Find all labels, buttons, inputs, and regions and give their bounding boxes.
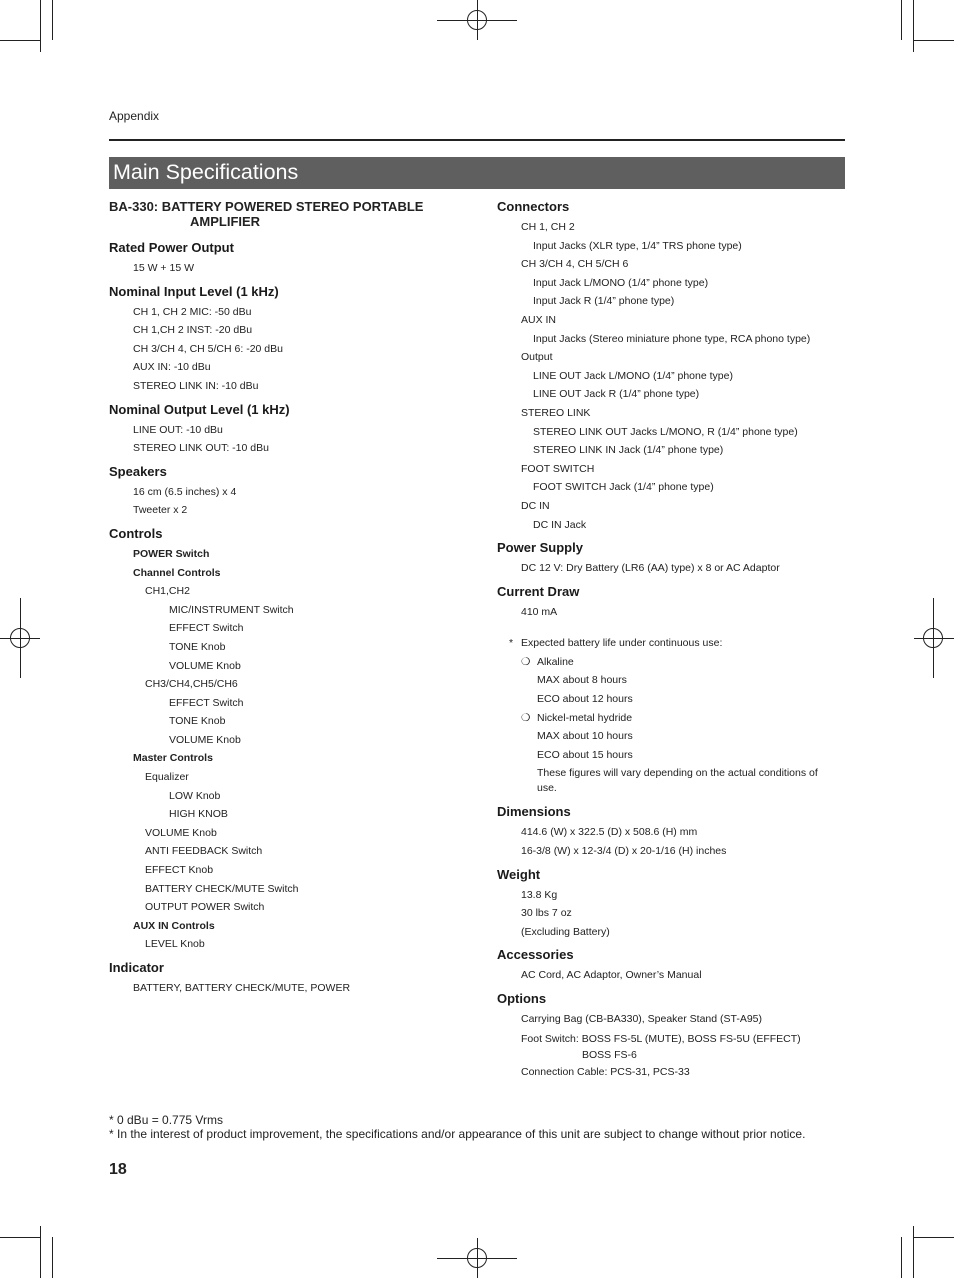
battery-life: ECO about 12 hours xyxy=(537,693,633,706)
spec-value: 16-3/8 (W) x 12-3/4 (D) x 20-1/16 (H) inches xyxy=(521,845,727,858)
spec-value: STEREO LINK OUT: -10 dBu xyxy=(133,442,269,455)
connector-group: CH 1, CH 2 xyxy=(521,221,575,233)
connector-item: LINE OUT Jack L/MONO (1/4” phone type) xyxy=(533,369,733,382)
spec-heading: Nominal Input Level (1 kHz) xyxy=(109,283,279,299)
spec-speakers xyxy=(109,464,469,520)
spec-heading: Dimensions xyxy=(497,804,571,820)
connector-group: CH 3/CH 4, CH 5/CH 6 xyxy=(521,258,629,271)
spec-heading: Rated Power Output xyxy=(109,240,234,255)
spec-heading: Weight xyxy=(497,866,541,882)
spec-heading: Power Supply xyxy=(497,540,583,556)
spec-rated-power xyxy=(109,240,469,278)
spec-value: Foot Switch: BOSS FS-5L (MUTE), BOSS FS-5U (EFFECT) xyxy=(521,1032,801,1045)
connector-group: AUX IN xyxy=(521,313,557,326)
battery-life: ECO about 15 hours xyxy=(537,748,633,761)
connector-group: Output xyxy=(521,351,553,364)
control-item: LOW Knob xyxy=(169,789,221,802)
left-column xyxy=(109,199,469,998)
control-item: EFFECT Switch xyxy=(169,622,244,635)
bullet-icon: ❍ xyxy=(521,655,531,668)
note-asterisk: * xyxy=(509,637,514,650)
spec-value: CH 1,CH 2 INST: -20 dBu xyxy=(133,324,253,337)
control-subgroup-label: CH3/CH4,CH5/CH6 xyxy=(145,678,238,691)
spec-dimensions xyxy=(497,804,845,860)
connector-item: STEREO LINK OUT Jacks L/MONO, R (1/4” phone type) xyxy=(533,425,798,438)
spec-weight xyxy=(497,867,845,942)
control-item: TONE Knob xyxy=(169,715,226,728)
section-header: Appendix xyxy=(109,109,160,123)
battery-note-vary: These figures will vary depending on the actual conditions of use. xyxy=(537,766,818,795)
spec-value: (Excluding Battery) xyxy=(521,925,610,938)
control-item: BATTERY CHECK/MUTE Switch xyxy=(145,882,299,895)
bullet-icon: ❍ xyxy=(521,711,531,724)
spec-value: BATTERY, BATTERY CHECK/MUTE, POWER xyxy=(133,982,351,994)
connector-item: STEREO LINK IN Jack (1/4” phone type) xyxy=(533,444,724,457)
spec-heading: Indicator xyxy=(109,960,164,975)
model-title: BA-330: BATTERY POWERED STEREO PORTABLE AMPLIFIER xyxy=(109,199,424,229)
control-item: EFFECT Switch xyxy=(169,696,244,709)
spec-value: DC 12 V: Dry Battery (LR6 (AA) type) x 8 or AC Adaptor xyxy=(521,562,780,575)
control-subgroup-label: CH1,CH2 xyxy=(145,585,190,598)
spec-output-level xyxy=(109,402,469,458)
spec-value: AUX IN: -10 dBu xyxy=(133,361,211,374)
spec-connectors xyxy=(497,199,845,534)
right-column xyxy=(497,199,845,1081)
spec-value: Carrying Bag (CB-BA330), Speaker Stand (ST-A95) xyxy=(521,1013,763,1025)
spec-value: AC Cord, AC Adaptor, Owner’s Manual xyxy=(521,969,702,982)
connector-item: LINE OUT Jack R (1/4” phone type) xyxy=(533,388,700,401)
spec-value: 414.6 (W) x 322.5 (D) x 508.6 (H) mm xyxy=(521,826,698,839)
control-group-label: AUX IN Controls xyxy=(133,919,215,932)
connector-item: DC IN Jack xyxy=(533,518,587,531)
battery-note: * Expected battery life under continuous use: xyxy=(497,634,845,653)
spec-input-level xyxy=(109,284,469,396)
control-item: OUTPUT POWER Switch xyxy=(145,901,265,914)
control-item: MIC/INSTRUMENT Switch xyxy=(169,603,294,616)
control-item: LEVEL Knob xyxy=(145,938,205,951)
connector-group: DC IN xyxy=(521,499,550,512)
footnote-disclaimer: * In the interest of product improvement, the specifications and/or appearance of this unit are subject to change without prior notice. xyxy=(109,1127,806,1141)
spec-heading: Accessories xyxy=(497,947,574,963)
control-item: EFFECT Knob xyxy=(145,864,214,877)
spec-current-draw xyxy=(497,584,845,799)
spec-value: 410 mA xyxy=(521,605,558,618)
spec-heading: Controls xyxy=(109,525,163,541)
spec-value: STEREO LINK IN: -10 dBu xyxy=(133,379,259,392)
spec-heading: Connectors xyxy=(497,199,570,214)
control-group-label: Master Controls xyxy=(133,752,213,765)
battery-type-alkaline: ❍ Alkaline xyxy=(497,653,845,672)
spec-options xyxy=(497,991,845,1081)
connector-item: FOOT SWITCH Jack (1/4” phone type) xyxy=(533,481,714,494)
connector-item: Input Jack L/MONO (1/4” phone type) xyxy=(533,276,709,289)
spec-value: CH 3/CH 4, CH 5/CH 6: -20 dBu xyxy=(133,342,283,355)
page-title: Main Specifications xyxy=(113,160,299,184)
page-number: 18 xyxy=(109,1161,127,1178)
connector-group: FOOT SWITCH xyxy=(521,462,595,475)
spec-heading: Options xyxy=(497,991,547,1006)
control-item: VOLUME Knob xyxy=(169,733,241,746)
spec-value: 30 lbs 7 oz xyxy=(521,907,572,920)
control-item: HIGH KNOB xyxy=(169,808,228,821)
title-banner xyxy=(109,157,845,189)
spec-controls xyxy=(109,526,469,954)
spec-value: BOSS FS-6 xyxy=(582,1048,637,1061)
connector-item: Input Jack R (1/4” phone type) xyxy=(533,295,675,308)
control-group-label: Channel Controls xyxy=(133,566,221,579)
spec-value: Connection Cable: PCS-31, PCS-33 xyxy=(521,1065,690,1078)
spec-heading: Speakers xyxy=(109,463,167,479)
control-item: ANTI FEEDBACK Switch xyxy=(145,845,263,858)
battery-type-nimh: ❍ Nickel-metal hydride xyxy=(497,709,845,728)
spec-heading: Current Draw xyxy=(497,583,580,599)
control-group-label: POWER Switch xyxy=(133,547,210,560)
control-item: VOLUME Knob xyxy=(169,659,241,672)
connector-group: STEREO LINK xyxy=(521,406,591,419)
control-item: TONE Knob xyxy=(169,640,226,653)
spec-accessories xyxy=(497,947,845,985)
footnote-dbu: * 0 dBu = 0.775 Vrms xyxy=(109,1113,223,1127)
spec-power-supply xyxy=(497,540,845,578)
control-subgroup-label: Equalizer xyxy=(145,771,189,784)
spec-value: 16 cm (6.5 inches) x 4 xyxy=(133,485,237,498)
spec-value: Tweeter x 2 xyxy=(133,504,188,517)
battery-life: MAX about 10 hours xyxy=(537,730,633,743)
spec-value: CH 1, CH 2 MIC: -50 dBu xyxy=(133,305,252,318)
spec-value: 13.8 Kg xyxy=(521,888,558,901)
connector-item: Input Jacks (XLR type, 1/4” TRS phone type) xyxy=(533,239,742,252)
spec-value: LINE OUT: -10 dBu xyxy=(133,423,223,436)
spec-value: 15 W + 15 W xyxy=(133,262,194,274)
control-item: VOLUME Knob xyxy=(145,826,217,839)
header-rule xyxy=(109,139,845,141)
battery-life: MAX about 8 hours xyxy=(537,674,627,687)
connector-item: Input Jacks (Stereo miniature phone type, RCA phono type) xyxy=(533,332,811,345)
spec-indicator xyxy=(109,960,469,998)
spec-heading: Nominal Output Level (1 kHz) xyxy=(109,401,290,417)
